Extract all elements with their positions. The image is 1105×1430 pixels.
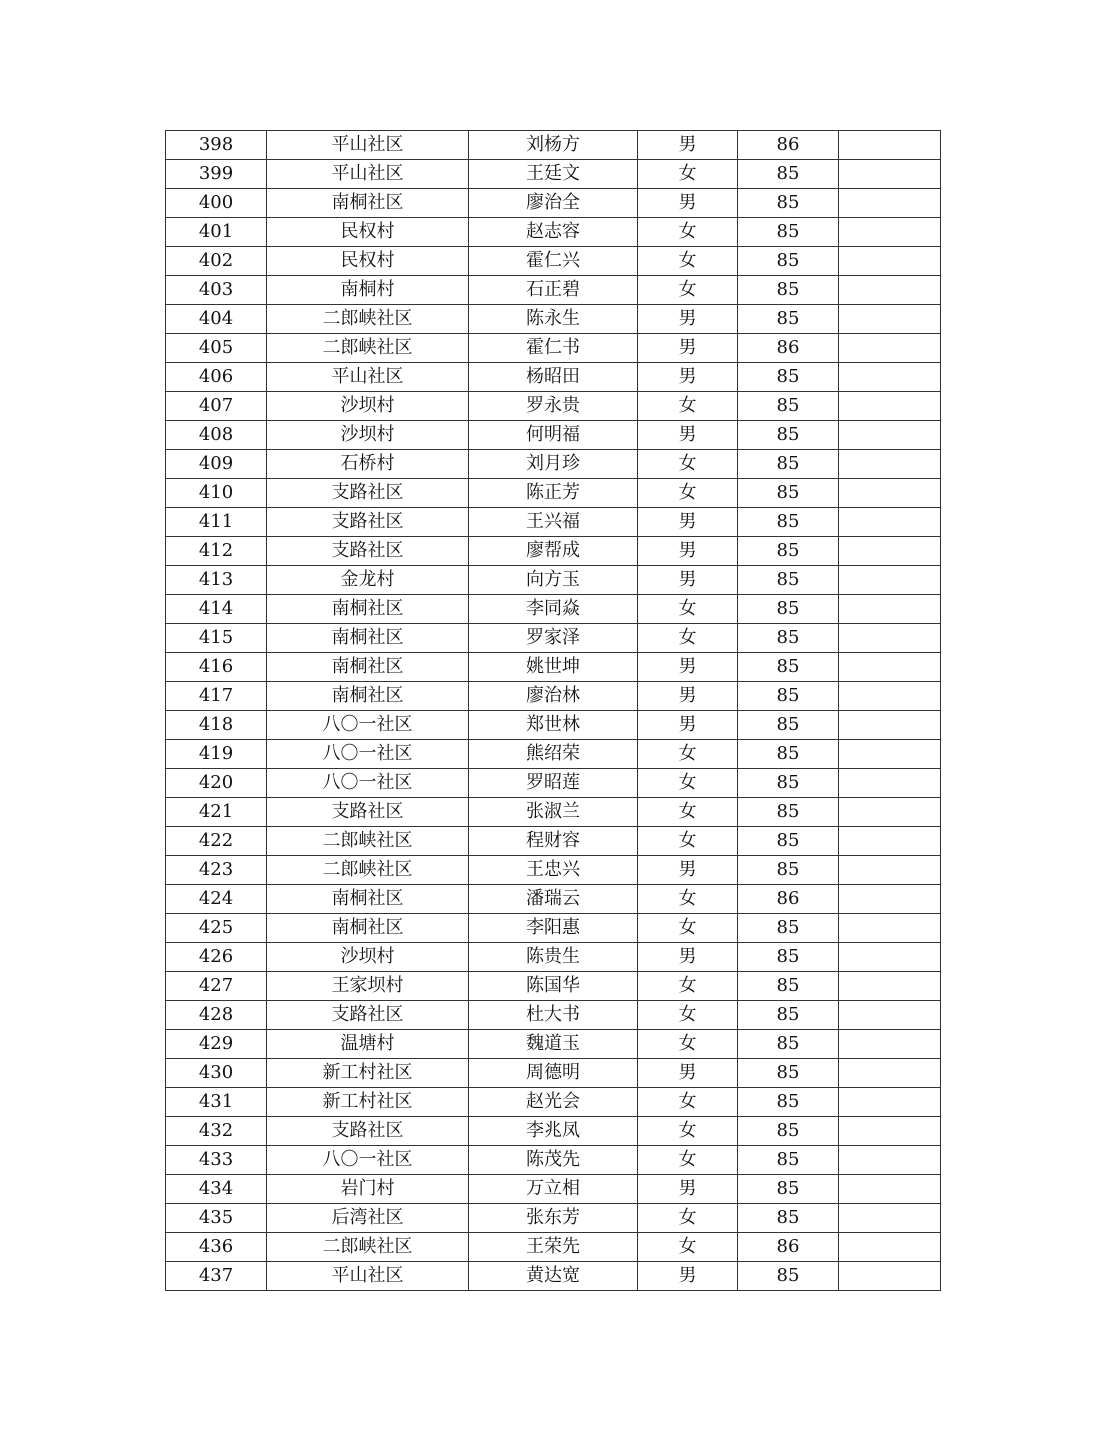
gender-cell: 女 [638, 885, 738, 914]
community-cell: 温塘村 [267, 1030, 469, 1059]
table-row [166, 131, 941, 160]
community-cell: 支路社区 [267, 479, 469, 508]
table-row [166, 1233, 941, 1262]
community-cell: 王家坝村 [267, 972, 469, 1001]
remarks-cell [839, 653, 941, 682]
gender-cell: 男 [638, 711, 738, 740]
remarks-cell [839, 740, 941, 769]
gender-cell: 女 [638, 914, 738, 943]
table-row [166, 508, 941, 537]
remarks-cell [839, 566, 941, 595]
remarks-cell [839, 798, 941, 827]
age-cell: 85 [738, 218, 839, 247]
age-cell: 86 [738, 334, 839, 363]
community-cell: 平山社区 [267, 160, 469, 189]
community-cell: 二郎峡社区 [267, 334, 469, 363]
person-name-cell: 廖治全 [469, 189, 638, 218]
person-name-cell: 廖治林 [469, 682, 638, 711]
age-cell: 85 [738, 276, 839, 305]
serial-number-cell: 427 [166, 972, 267, 1001]
age-cell: 85 [738, 740, 839, 769]
serial-number-cell: 403 [166, 276, 267, 305]
remarks-cell [839, 1175, 941, 1204]
community-cell: 民权村 [267, 247, 469, 276]
gender-cell: 男 [638, 653, 738, 682]
community-cell: 南桐社区 [267, 682, 469, 711]
gender-cell: 男 [638, 943, 738, 972]
person-name-cell: 陈国华 [469, 972, 638, 1001]
serial-number-cell: 433 [166, 1146, 267, 1175]
community-cell: 支路社区 [267, 508, 469, 537]
person-name-cell: 霍仁兴 [469, 247, 638, 276]
table-row [166, 421, 941, 450]
community-cell: 后湾社区 [267, 1204, 469, 1233]
community-cell: 八〇一社区 [267, 711, 469, 740]
person-name-cell: 姚世坤 [469, 653, 638, 682]
remarks-cell [839, 1030, 941, 1059]
serial-number-cell: 420 [166, 769, 267, 798]
roster-table-body [166, 131, 941, 1291]
serial-number-cell: 428 [166, 1001, 267, 1030]
person-name-cell: 万立相 [469, 1175, 638, 1204]
gender-cell: 男 [638, 334, 738, 363]
remarks-cell [839, 1117, 941, 1146]
table-row [166, 363, 941, 392]
age-cell: 85 [738, 943, 839, 972]
serial-number-cell: 414 [166, 595, 267, 624]
community-cell: 沙坝村 [267, 421, 469, 450]
roster-table [165, 130, 941, 1291]
community-cell: 八〇一社区 [267, 1146, 469, 1175]
person-name-cell: 魏道玉 [469, 1030, 638, 1059]
gender-cell: 女 [638, 740, 738, 769]
age-cell: 85 [738, 972, 839, 1001]
remarks-cell [839, 363, 941, 392]
gender-cell: 女 [638, 624, 738, 653]
remarks-cell [839, 1262, 941, 1291]
gender-cell: 男 [638, 189, 738, 218]
remarks-cell [839, 1233, 941, 1262]
gender-cell: 男 [638, 421, 738, 450]
serial-number-cell: 423 [166, 856, 267, 885]
gender-cell: 女 [638, 1146, 738, 1175]
gender-cell: 女 [638, 1204, 738, 1233]
age-cell: 86 [738, 885, 839, 914]
table-row [166, 1262, 941, 1291]
serial-number-cell: 411 [166, 508, 267, 537]
community-cell: 二郎峡社区 [267, 856, 469, 885]
table-row [166, 247, 941, 276]
age-cell: 85 [738, 914, 839, 943]
person-name-cell: 熊绍荣 [469, 740, 638, 769]
person-name-cell: 石正碧 [469, 276, 638, 305]
serial-number-cell: 436 [166, 1233, 267, 1262]
community-cell: 石桥村 [267, 450, 469, 479]
gender-cell: 男 [638, 363, 738, 392]
person-name-cell: 陈茂先 [469, 1146, 638, 1175]
age-cell: 85 [738, 479, 839, 508]
table-row [166, 740, 941, 769]
gender-cell: 男 [638, 1175, 738, 1204]
table-row [166, 1030, 941, 1059]
age-cell: 86 [738, 1233, 839, 1262]
gender-cell: 女 [638, 247, 738, 276]
table-row [166, 1117, 941, 1146]
age-cell: 85 [738, 769, 839, 798]
gender-cell: 男 [638, 537, 738, 566]
age-cell: 85 [738, 392, 839, 421]
serial-number-cell: 437 [166, 1262, 267, 1291]
serial-number-cell: 431 [166, 1088, 267, 1117]
person-name-cell: 张淑兰 [469, 798, 638, 827]
serial-number-cell: 399 [166, 160, 267, 189]
gender-cell: 女 [638, 450, 738, 479]
community-cell: 沙坝村 [267, 943, 469, 972]
community-cell: 支路社区 [267, 1001, 469, 1030]
remarks-cell [839, 624, 941, 653]
serial-number-cell: 426 [166, 943, 267, 972]
serial-number-cell: 430 [166, 1059, 267, 1088]
serial-number-cell: 429 [166, 1030, 267, 1059]
remarks-cell [839, 305, 941, 334]
person-name-cell: 廖帮成 [469, 537, 638, 566]
gender-cell: 女 [638, 276, 738, 305]
age-cell: 85 [738, 450, 839, 479]
table-row [166, 450, 941, 479]
person-name-cell: 罗家泽 [469, 624, 638, 653]
table-row [166, 711, 941, 740]
person-name-cell: 霍仁书 [469, 334, 638, 363]
table-row [166, 305, 941, 334]
community-cell: 沙坝村 [267, 392, 469, 421]
table-row [166, 537, 941, 566]
remarks-cell [839, 160, 941, 189]
serial-number-cell: 408 [166, 421, 267, 450]
table-row [166, 1088, 941, 1117]
age-cell: 85 [738, 827, 839, 856]
serial-number-cell: 402 [166, 247, 267, 276]
age-cell: 85 [738, 363, 839, 392]
person-name-cell: 王忠兴 [469, 856, 638, 885]
person-name-cell: 王兴福 [469, 508, 638, 537]
gender-cell: 男 [638, 1059, 738, 1088]
age-cell: 85 [738, 1059, 839, 1088]
person-name-cell: 向方玉 [469, 566, 638, 595]
gender-cell: 男 [638, 682, 738, 711]
remarks-cell [839, 769, 941, 798]
remarks-cell [839, 1001, 941, 1030]
table-row [166, 1059, 941, 1088]
serial-number-cell: 417 [166, 682, 267, 711]
table-row [166, 1175, 941, 1204]
serial-number-cell: 415 [166, 624, 267, 653]
table-row [166, 827, 941, 856]
age-cell: 85 [738, 189, 839, 218]
serial-number-cell: 418 [166, 711, 267, 740]
age-cell: 85 [738, 856, 839, 885]
serial-number-cell: 412 [166, 537, 267, 566]
table-row [166, 943, 941, 972]
person-name-cell: 李兆凤 [469, 1117, 638, 1146]
person-name-cell: 李阳惠 [469, 914, 638, 943]
person-name-cell: 周德明 [469, 1059, 638, 1088]
community-cell: 新工村社区 [267, 1059, 469, 1088]
serial-number-cell: 435 [166, 1204, 267, 1233]
gender-cell: 女 [638, 392, 738, 421]
serial-number-cell: 409 [166, 450, 267, 479]
serial-number-cell: 434 [166, 1175, 267, 1204]
community-cell: 二郎峡社区 [267, 305, 469, 334]
gender-cell: 女 [638, 972, 738, 1001]
age-cell: 85 [738, 682, 839, 711]
age-cell: 85 [738, 798, 839, 827]
gender-cell: 女 [638, 827, 738, 856]
remarks-cell [839, 1146, 941, 1175]
gender-cell: 女 [638, 160, 738, 189]
table-row [166, 1146, 941, 1175]
remarks-cell [839, 1204, 941, 1233]
gender-cell: 男 [638, 856, 738, 885]
gender-cell: 男 [638, 1262, 738, 1291]
community-cell: 新工村社区 [267, 1088, 469, 1117]
remarks-cell [839, 218, 941, 247]
age-cell: 85 [738, 508, 839, 537]
age-cell: 85 [738, 653, 839, 682]
age-cell: 86 [738, 131, 839, 160]
serial-number-cell: 406 [166, 363, 267, 392]
table-row [166, 914, 941, 943]
community-cell: 平山社区 [267, 363, 469, 392]
age-cell: 85 [738, 711, 839, 740]
person-name-cell: 王廷文 [469, 160, 638, 189]
serial-number-cell: 425 [166, 914, 267, 943]
table-row [166, 160, 941, 189]
remarks-cell [839, 421, 941, 450]
age-cell: 85 [738, 305, 839, 334]
gender-cell: 女 [638, 1117, 738, 1146]
serial-number-cell: 401 [166, 218, 267, 247]
table-row [166, 595, 941, 624]
person-name-cell: 郑世林 [469, 711, 638, 740]
serial-number-cell: 405 [166, 334, 267, 363]
person-name-cell: 赵志容 [469, 218, 638, 247]
table-row [166, 334, 941, 363]
person-name-cell: 王荣先 [469, 1233, 638, 1262]
table-row [166, 653, 941, 682]
remarks-cell [839, 189, 941, 218]
serial-number-cell: 404 [166, 305, 267, 334]
remarks-cell [839, 1088, 941, 1117]
gender-cell: 女 [638, 798, 738, 827]
gender-cell: 女 [638, 479, 738, 508]
person-name-cell: 潘瑞云 [469, 885, 638, 914]
age-cell: 85 [738, 1030, 839, 1059]
age-cell: 85 [738, 421, 839, 450]
serial-number-cell: 422 [166, 827, 267, 856]
gender-cell: 女 [638, 1001, 738, 1030]
serial-number-cell: 398 [166, 131, 267, 160]
remarks-cell [839, 595, 941, 624]
community-cell: 八〇一社区 [267, 740, 469, 769]
gender-cell: 女 [638, 1233, 738, 1262]
community-cell: 金龙村 [267, 566, 469, 595]
serial-number-cell: 419 [166, 740, 267, 769]
remarks-cell [839, 450, 941, 479]
remarks-cell [839, 247, 941, 276]
gender-cell: 男 [638, 305, 738, 334]
table-row [166, 392, 941, 421]
age-cell: 85 [738, 160, 839, 189]
serial-number-cell: 416 [166, 653, 267, 682]
age-cell: 85 [738, 537, 839, 566]
remarks-cell [839, 537, 941, 566]
gender-cell: 女 [638, 1030, 738, 1059]
remarks-cell [839, 856, 941, 885]
remarks-cell [839, 682, 941, 711]
community-cell: 南桐社区 [267, 624, 469, 653]
community-cell: 支路社区 [267, 537, 469, 566]
community-cell: 南桐村 [267, 276, 469, 305]
community-cell: 平山社区 [267, 131, 469, 160]
community-cell: 岩门村 [267, 1175, 469, 1204]
person-name-cell: 陈正芳 [469, 479, 638, 508]
table-row [166, 189, 941, 218]
serial-number-cell: 432 [166, 1117, 267, 1146]
remarks-cell [839, 392, 941, 421]
community-cell: 支路社区 [267, 798, 469, 827]
remarks-cell [839, 276, 941, 305]
person-name-cell: 陈贵生 [469, 943, 638, 972]
remarks-cell [839, 508, 941, 537]
age-cell: 85 [738, 1175, 839, 1204]
person-name-cell: 刘杨方 [469, 131, 638, 160]
community-cell: 八〇一社区 [267, 769, 469, 798]
remarks-cell [839, 827, 941, 856]
age-cell: 85 [738, 1117, 839, 1146]
age-cell: 85 [738, 1088, 839, 1117]
community-cell: 南桐社区 [267, 189, 469, 218]
remarks-cell [839, 711, 941, 740]
person-name-cell: 何明福 [469, 421, 638, 450]
person-name-cell: 陈永生 [469, 305, 638, 334]
remarks-cell [839, 885, 941, 914]
serial-number-cell: 407 [166, 392, 267, 421]
gender-cell: 女 [638, 595, 738, 624]
community-cell: 支路社区 [267, 1117, 469, 1146]
community-cell: 南桐社区 [267, 595, 469, 624]
person-name-cell: 罗昭莲 [469, 769, 638, 798]
gender-cell: 女 [638, 769, 738, 798]
community-cell: 平山社区 [267, 1262, 469, 1291]
table-row [166, 682, 941, 711]
gender-cell: 男 [638, 131, 738, 160]
community-cell: 南桐社区 [267, 914, 469, 943]
person-name-cell: 黄达宽 [469, 1262, 638, 1291]
remarks-cell [839, 479, 941, 508]
community-cell: 南桐社区 [267, 885, 469, 914]
serial-number-cell: 410 [166, 479, 267, 508]
person-name-cell: 杜大书 [469, 1001, 638, 1030]
serial-number-cell: 424 [166, 885, 267, 914]
person-name-cell: 罗永贵 [469, 392, 638, 421]
person-name-cell: 程财容 [469, 827, 638, 856]
remarks-cell [839, 972, 941, 1001]
community-cell: 民权村 [267, 218, 469, 247]
person-name-cell: 赵光会 [469, 1088, 638, 1117]
table-row [166, 1204, 941, 1233]
table-row [166, 1001, 941, 1030]
table-row [166, 856, 941, 885]
community-cell: 二郎峡社区 [267, 1233, 469, 1262]
age-cell: 85 [738, 1204, 839, 1233]
table-row [166, 276, 941, 305]
remarks-cell [839, 914, 941, 943]
person-name-cell: 杨昭田 [469, 363, 638, 392]
table-row [166, 885, 941, 914]
table-row [166, 972, 941, 1001]
age-cell: 85 [738, 566, 839, 595]
remarks-cell [839, 1059, 941, 1088]
table-row [166, 624, 941, 653]
age-cell: 85 [738, 247, 839, 276]
gender-cell: 男 [638, 508, 738, 537]
age-cell: 85 [738, 1146, 839, 1175]
table-row [166, 769, 941, 798]
serial-number-cell: 413 [166, 566, 267, 595]
table-row [166, 798, 941, 827]
gender-cell: 男 [638, 566, 738, 595]
gender-cell: 女 [638, 218, 738, 247]
gender-cell: 女 [638, 1088, 738, 1117]
age-cell: 85 [738, 1262, 839, 1291]
table-row [166, 566, 941, 595]
serial-number-cell: 421 [166, 798, 267, 827]
person-name-cell: 李同焱 [469, 595, 638, 624]
age-cell: 85 [738, 624, 839, 653]
age-cell: 85 [738, 595, 839, 624]
community-cell: 二郎峡社区 [267, 827, 469, 856]
serial-number-cell: 400 [166, 189, 267, 218]
table-row [166, 479, 941, 508]
age-cell: 85 [738, 1001, 839, 1030]
remarks-cell [839, 943, 941, 972]
remarks-cell [839, 131, 941, 160]
remarks-cell [839, 334, 941, 363]
community-cell: 南桐社区 [267, 653, 469, 682]
table-row [166, 218, 941, 247]
person-name-cell: 张东芳 [469, 1204, 638, 1233]
person-name-cell: 刘月珍 [469, 450, 638, 479]
